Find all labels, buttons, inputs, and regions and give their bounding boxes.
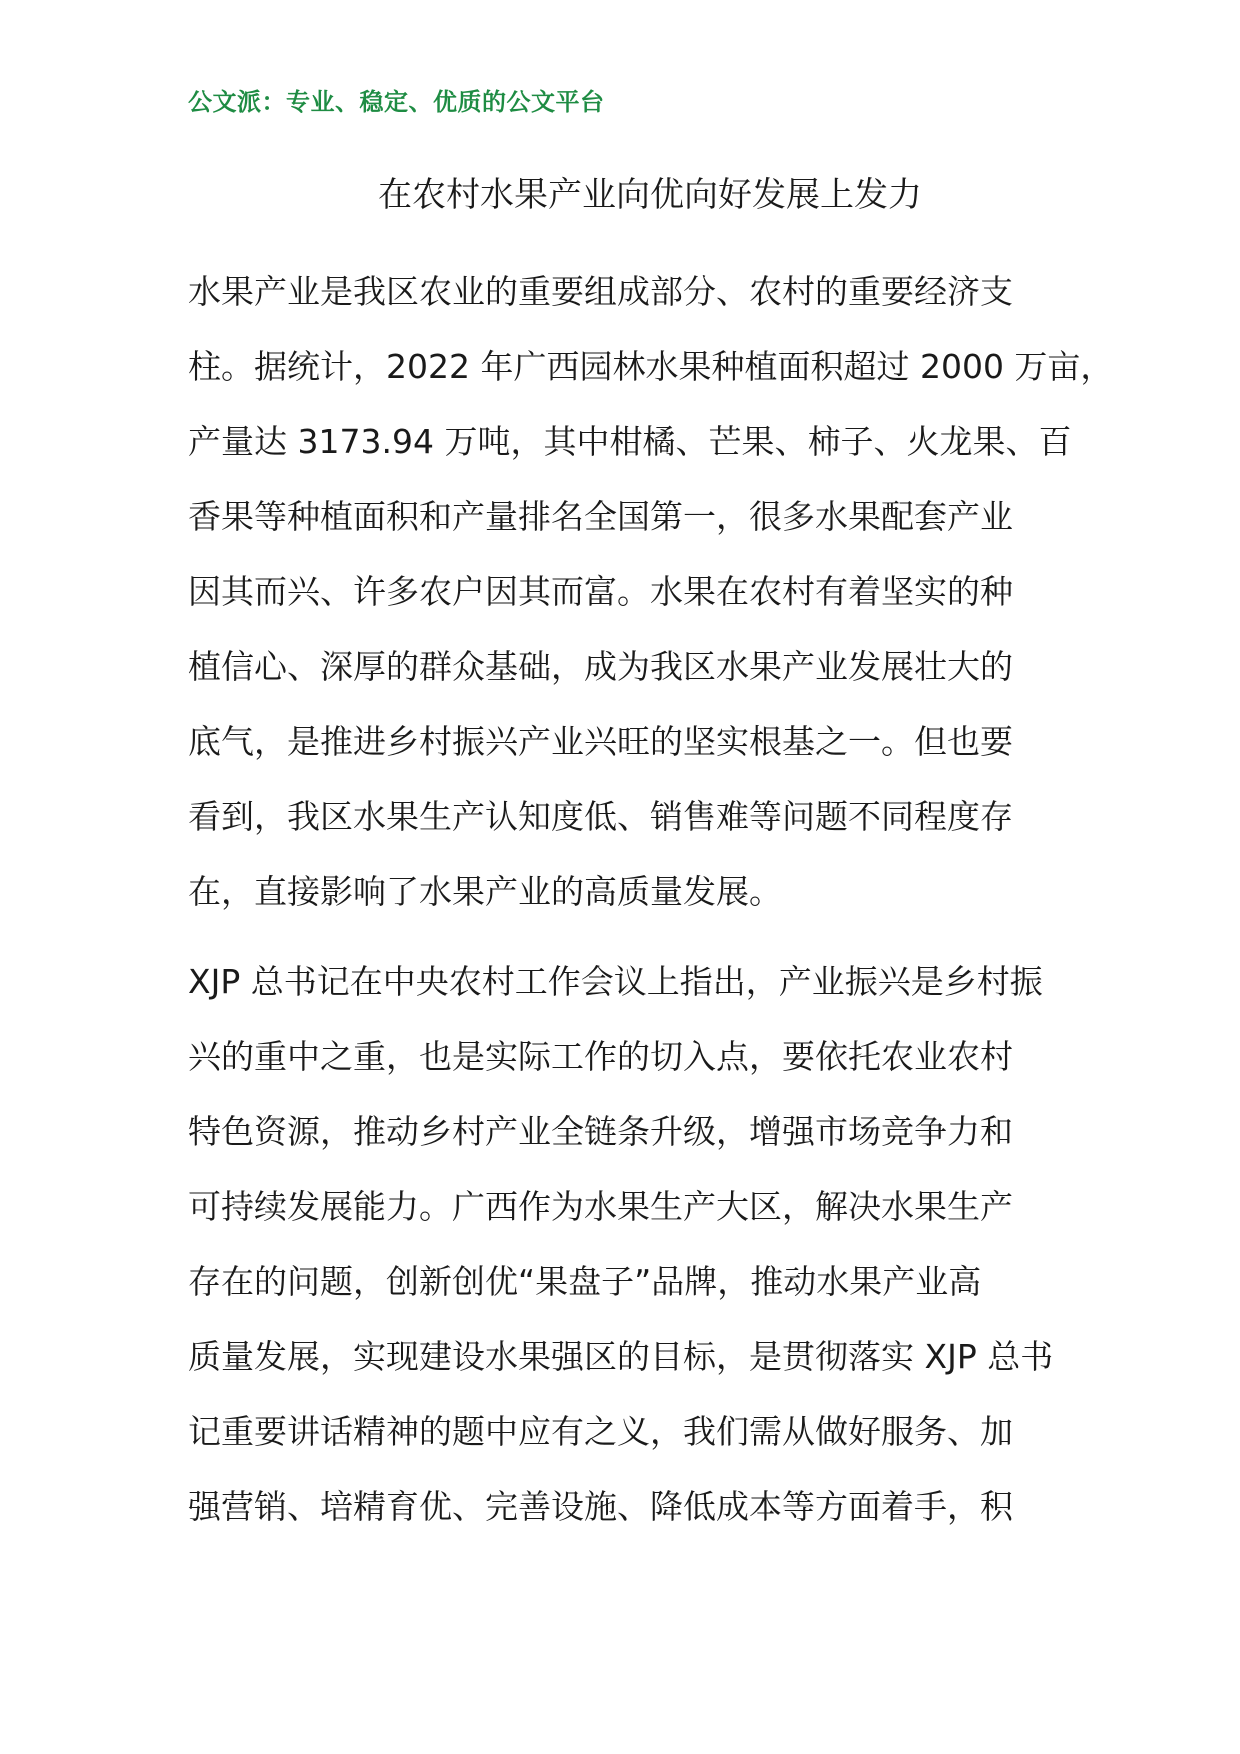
paragraph-line: 底气，是推进乡村振兴产业兴旺的坚实根基之一。但也要: [188, 722, 1013, 761]
paragraph-1: [188, 254, 1114, 929]
paragraph-line: 记重要讲话精神的题中应有之义，我们需从做好服务、加: [188, 1412, 1013, 1451]
paragraph-line: 存在的问题，创新创优“果盘子”品牌，推动水果产业高: [188, 1262, 982, 1301]
paragraph-line: 质量发展，实现建设水果强区的目标，是贯彻落实 XJP 总书: [188, 1337, 1054, 1376]
document-title: 在农村水果产业向优向好发展上发力: [378, 175, 922, 215]
paragraph-line: 因其而兴、许多农户因其而富。水果在农村有着坚实的种: [188, 572, 1013, 611]
paragraph-line: XJP 总书记在中央农村工作会议上指出，产业振兴是乡村振: [188, 962, 1043, 1001]
paragraph-line: 看到，我区水果生产认知度低、销售难等问题不同程度存: [188, 797, 1013, 836]
paragraph-line: 产量达 3173.94 万吨，其中柑橘、芒果、柿子、火龙果、百: [188, 422, 1072, 461]
paragraph-line: 可持续发展能力。广西作为水果生产大区，解决水果生产: [188, 1187, 1013, 1226]
paragraph-line: 柱。据统计，2022 年广西园林水果种植面积超过 2000 万亩，: [188, 347, 1114, 386]
paragraph-2: [188, 944, 1088, 1544]
paragraph-line: 特色资源，推动乡村产业全链条升级，增强市场竞争力和: [188, 1112, 1013, 1151]
site-slogan: 公文派：专业、稳定、优质的公文平台: [188, 88, 605, 116]
paragraph-line: 香果等种植面积和产量排名全国第一，很多水果配套产业: [188, 497, 1013, 536]
paragraph-line: 在，直接影响了水果产业的高质量发展。: [188, 872, 782, 911]
paragraph-line: 植信心、深厚的群众基础，成为我区水果产业发展壮大的: [188, 647, 1013, 686]
paragraph-line: 兴的重中之重，也是实际工作的切入点，要依托农业农村: [188, 1037, 1013, 1076]
paragraph-line: 强营销、培精育优、完善设施、降低成本等方面着手，积: [188, 1487, 1013, 1526]
paragraph-line: 水果产业是我区农业的重要组成部分、农村的重要经济支: [188, 272, 1013, 311]
